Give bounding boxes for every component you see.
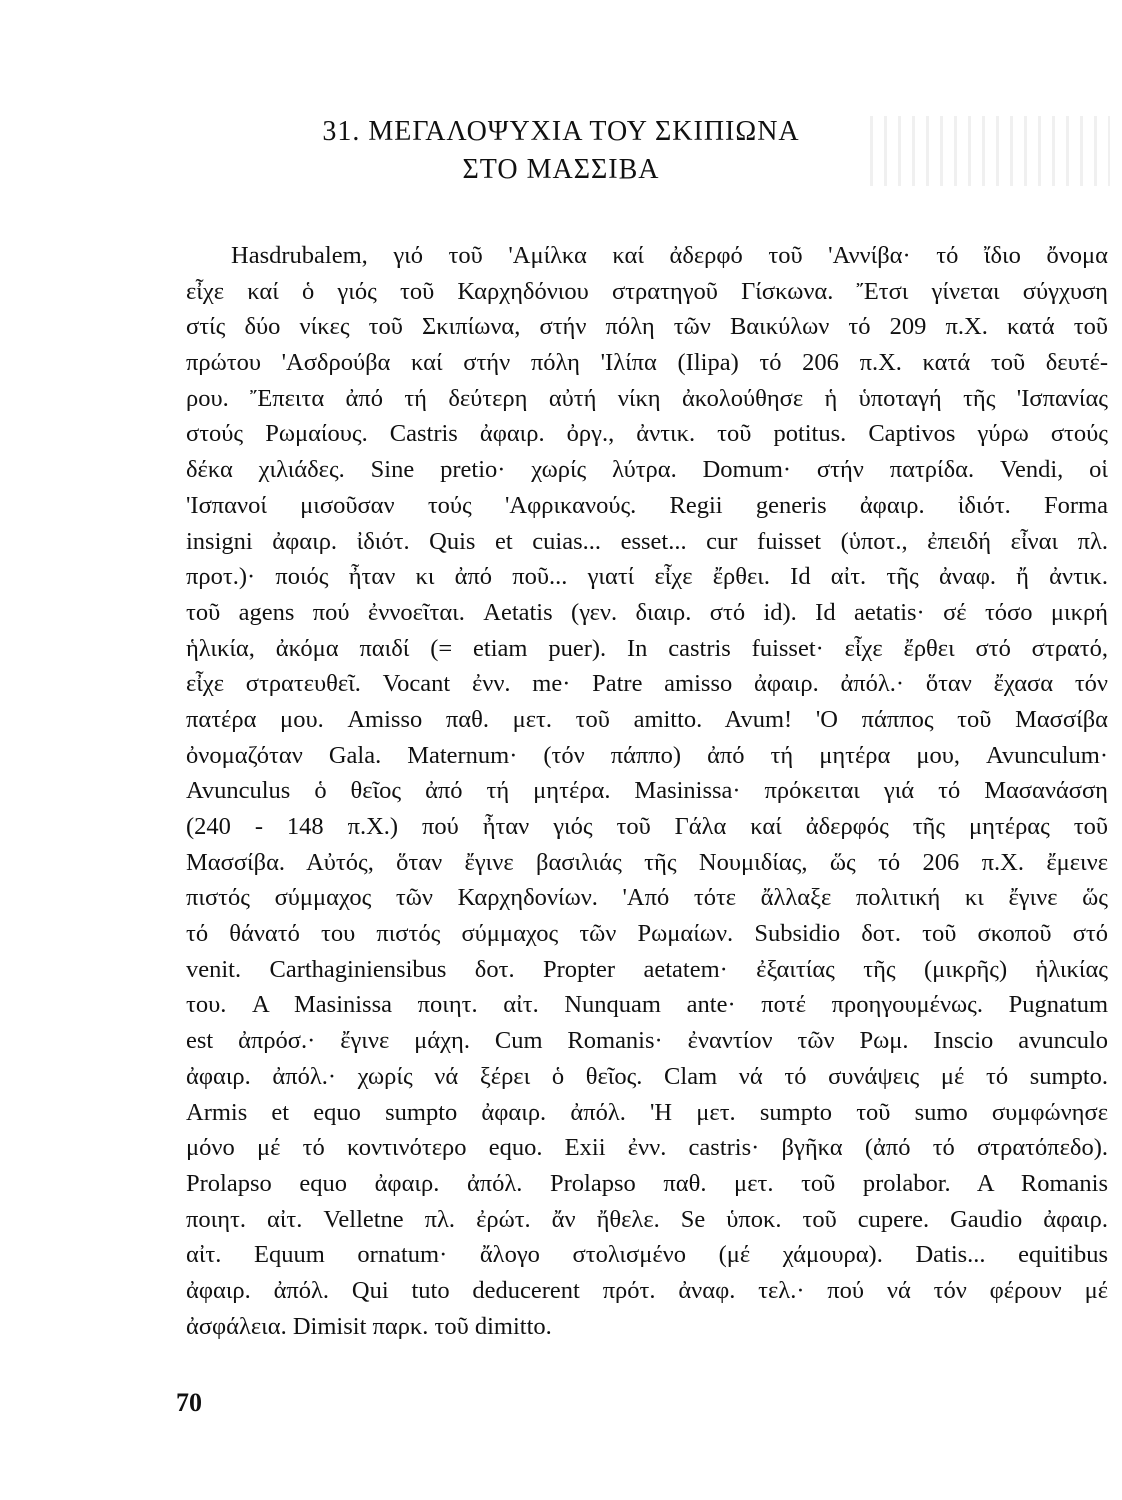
text-line: 'Ισπανοί μισοῦσαν τούς 'Αφρικανούς. Regii generis ἀφαιρ. ἰδιότ. Forma [186,491,1108,519]
text-line: τοῦ agens πού ἐννοεῖται. Aetatis (γεν. διαιρ. στό id). Id aetatis· σέ τόσο μικρή [186,598,1108,626]
text-line: ποιητ. αἰτ. Velletne πλ. ἐρώτ. ἄν ἤθελε. Se ὑποκ. τοῦ cupere. Gaudio ἀφαιρ. [186,1205,1108,1233]
text-line: στίς δύο νίκες τοῦ Σκιπίωνα, στήν πόλη τῶν Βαικύλων τό 209 π.Χ. κατά τοῦ [186,313,1108,341]
text-line: στούς Ρωμαίους. Castris ἀφαιρ. ὀργ., ἀντικ. τοῦ potitus. Captivos γύρω στούς [186,420,1108,448]
text-line: est ἀπρόσ.· ἔγινε μάχη. Cum Romanis· ἐναντίον τῶν Ρωμ. Inscio avunculo [186,1027,1108,1055]
text-line: Hasdrubalem, γιό τοῦ 'Αμίλκα καί ἀδερφό τοῦ 'Αννίβα· τό ἴδιο ὄνομα [231,242,1108,269]
text-line: ρου. Ἔπειτα ἀπό τή δεύτερη αὐτή νίκη ἀκολούθησε ἡ ὑποταγή τῆς 'Ισπανίας [186,384,1108,412]
text-line: εἶχε καί ὁ γιός τοῦ Καρχηδόνιου στρατηγοῦ Γίσκωνα. Ἔτσι γίνεται σύγχυση [186,277,1108,305]
text-line: venit. Carthaginiensibus δοτ. Propter aetatem· ἐξαιτίας τῆς (μικρῆς) ἡλικίας [186,955,1108,983]
text-line: του. A Masinissa ποιητ. αἰτ. Nunquam ante· ποτέ προηγουμένως. Pugnatum [186,991,1108,1019]
text-line: μόνο μέ τό κοντινότερο equo. Exii ἐνν. castris· βγῆκα (ἀπό τό στρατόπεδο). [186,1134,1108,1162]
commentary-text [186,238,1108,1344]
text-line: Prolapso equo ἀφαιρ. ἀπόλ. Prolapso παθ. μετ. τοῦ prolabor. A Romanis [186,1169,1108,1197]
text-line: ὀνομαζόταν Gala. Maternum· (τόν πάππο) ἀπό τή μητέρα μου, Avunculum· [186,741,1108,769]
text-line: προτ.)· ποιός ἦταν κι ἀπό ποῦ... γιατί εἶχε ἔρθει. Id αἰτ. τῆς ἀναφ. ἤ ἀντικ. [186,563,1108,591]
text-line: ἡλικία, ἀκόμα παιδί (= etiam puer). In castris fuisset· εἶχε ἔρθει στό στρατό, [186,634,1108,662]
chapter-title: 31. ΜΕΓΑΛΟΨΥΧΙΑ ΤΟΥ ΣΚΙΠΙΩΝΑ [322,116,800,147]
text-line: insigni ἀφαιρ. ἰδιότ. Quis et cuias... esset... cur fuisset (ὑποτ., ἐπειδή εἶναι πλ. [186,527,1108,555]
text-line: Μασσίβα. Αὐτός, ὅταν ἔγινε βασιλιάς τῆς Νουμιδίας, ὥς τό 206 π.Χ. ἔμεινε [186,848,1108,876]
text-line: ἀσφάλεια. Dimisit παρκ. τοῦ dimitto. [186,1312,552,1340]
text-line: τό θάνατό του πιστός σύμμαχος τῶν Ρωμαίων. Subsidio δοτ. τοῦ σκοποῦ στό [186,920,1108,948]
text-line: πατέρα μου. Amisso παθ. μετ. τοῦ amitto. Avum! 'Ο πάππος τοῦ Μασσίβα [186,705,1108,733]
text-line: ἀφαιρ. ἀπόλ.· χωρίς νά ξέρει ὁ θεῖος. Clam νά τό συνάψεις μέ τό sumpto. [186,1062,1108,1090]
text-line: δέκα χιλιάδες. Sine pretio· χωρίς λύτρα. Domum· στήν πατρίδα. Vendi, οἱ [186,456,1108,484]
text-line: ἀφαιρ. ἀπόλ. Qui tuto deducerent πρότ. ἀναφ. τελ.· πού νά τόν φέρουν μέ [186,1276,1108,1304]
text-line: πιστός σύμμαχος τῶν Καρχηδονίων. 'Από τότε ἄλλαξε πολιτική κι ἔγινε ὥς [186,884,1108,912]
text-line: (240 - 148 π.Χ.) πού ἦταν γιός τοῦ Γάλα καί ἀδερφός τῆς μητέρας τοῦ [186,813,1108,840]
text-line: αἰτ. Equum ornatum· ἄλογο στολισμένο (μέ χάμουρα). Datis... equitibus [186,1241,1108,1269]
chapter-subtitle: ΣΤΟ ΜΑΣΣΙΒΑ [462,154,660,185]
text-line: Avunculus ὁ θεῖος ἀπό τή μητέρα. Masinissa· πρόκειται γιά τό Μασανάσση [186,777,1108,805]
text-line: εἶχε στρατευθεῖ. Vocant ἐνν. me· Patre amisso ἀφαιρ. ἀπόλ.· ὅταν ἔχασα τόν [186,670,1108,698]
text-line: Armis et equo sumpto ἀφαιρ. ἀπόλ. 'Η μετ. sumpto τοῦ sumo συμφώνησε [186,1098,1108,1126]
page-number: 70 [176,1388,202,1417]
text-line: πρώτου 'Ασδρούβα καί στήν πόλη 'Ιλίπα (Ilipa) τό 206 π.Χ. κατά τοῦ δευτέ- [186,349,1108,377]
